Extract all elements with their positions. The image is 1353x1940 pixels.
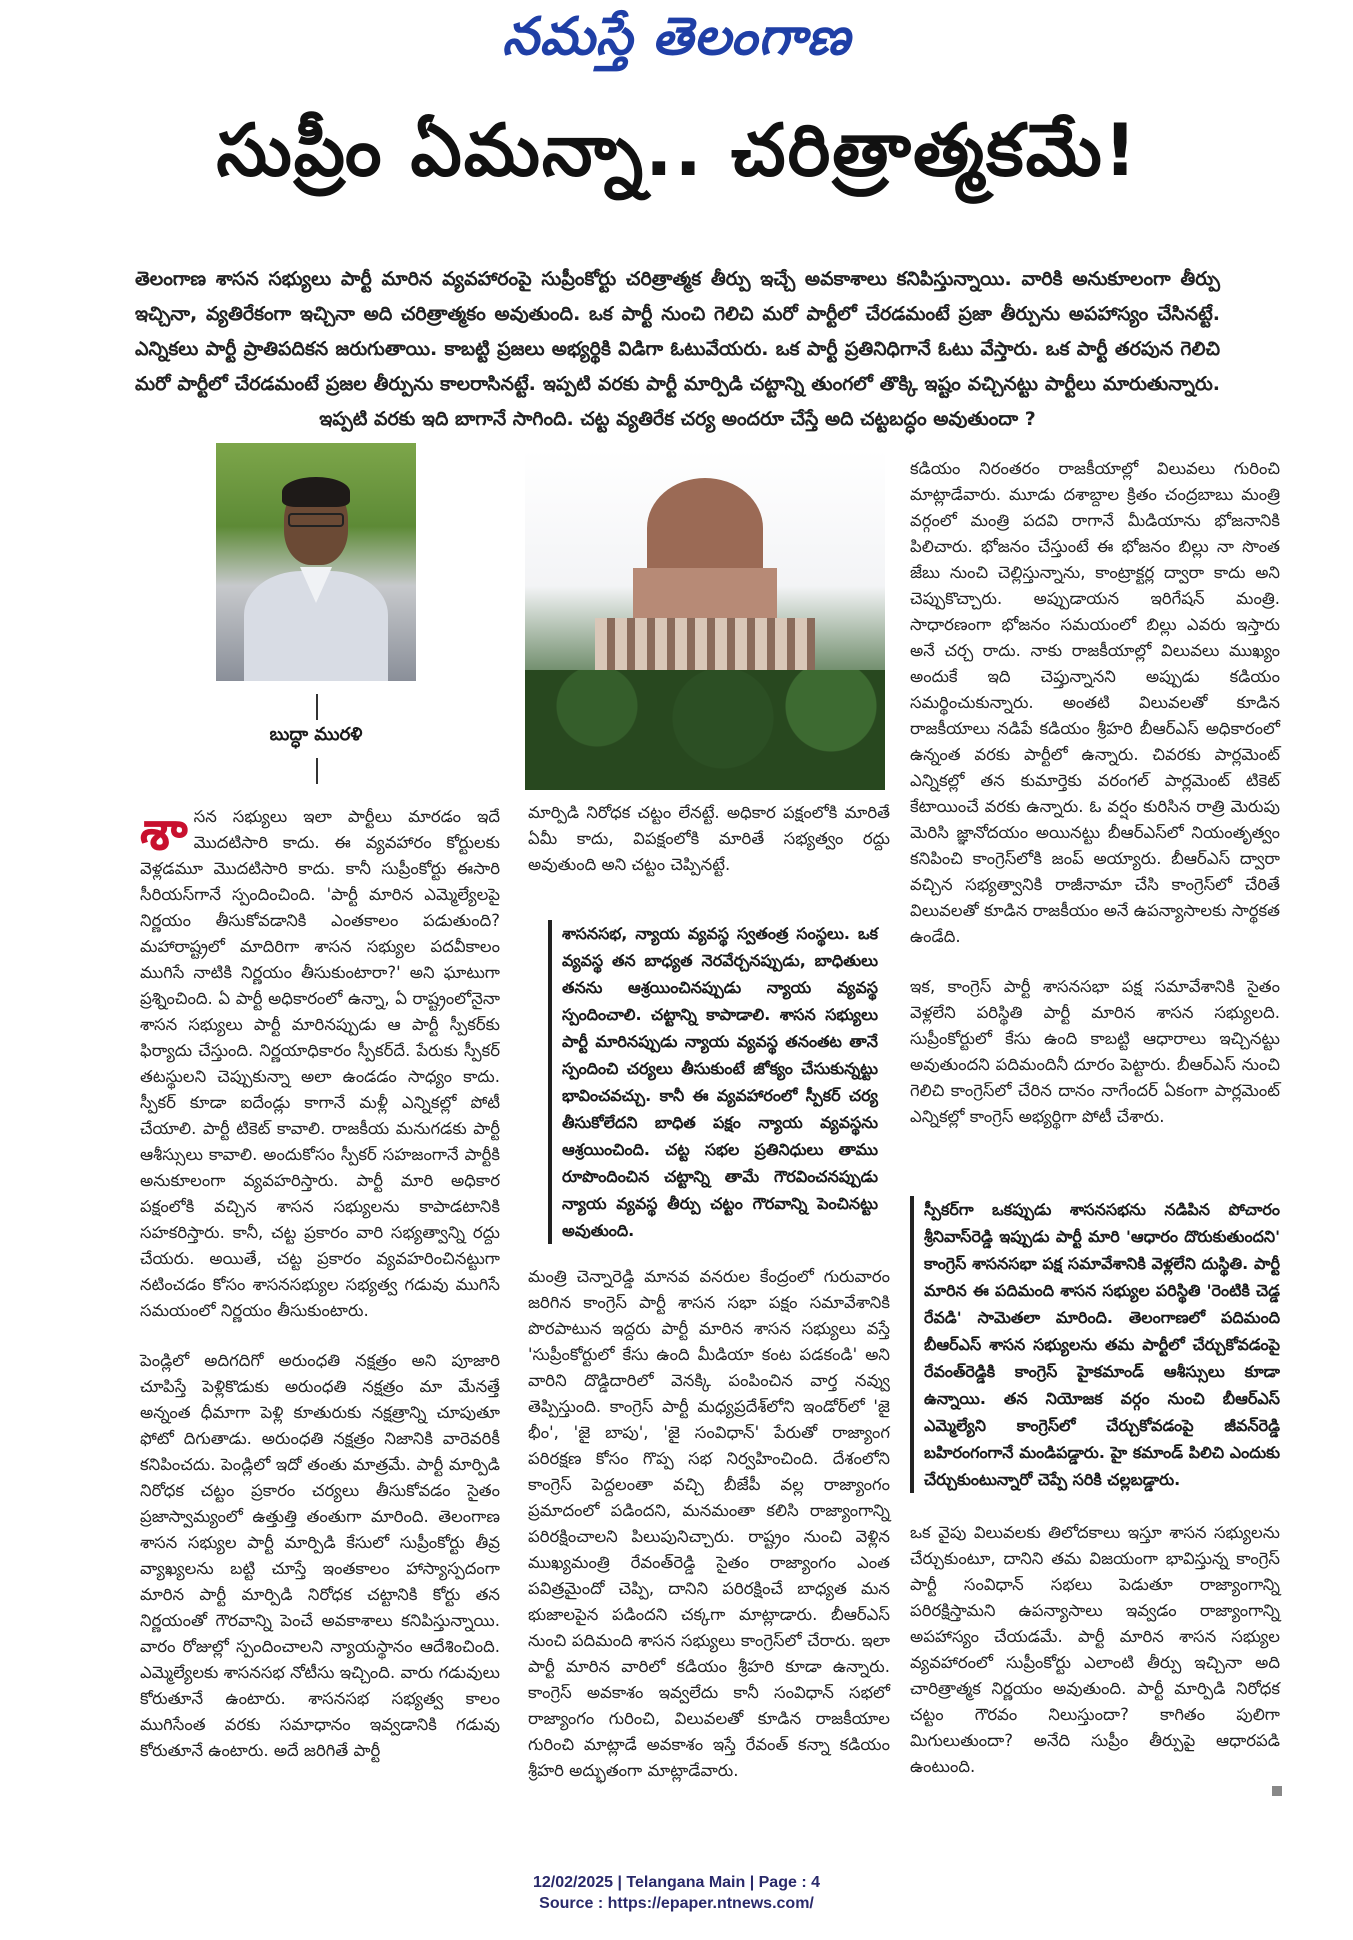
footer-source-link[interactable]: Source : https://epaper.ntnews.com/	[539, 1895, 814, 1912]
masthead-title: నమస్తే తెలంగాణ	[502, 6, 851, 67]
page-footer	[0, 1872, 1353, 1914]
byline-rule-bottom	[316, 758, 318, 784]
end-mark-icon	[1272, 1786, 1282, 1796]
article-paragraph: మంత్రి చెన్నారెడ్డి మానవ వనరుల కేంద్రంలో గురువారం జరిగిన కాంగ్రెస్ పార్టీ శాసన సభా పక్షం సమావేశానికి పొరపాటున ఇద్దరు పార్టీ మారిన శాసన సభ్యులు వస్తే 'సుప్రీంకోర్టులో కేసు ఉంది మీడియా కంట పడకండి' అని వారిని దొడ్డిదారిలో వెనక్కి పంపించిన వార్త నవ్వు తెప్పిస్తుంది. కాంగ్రెస్ పార్టీ మధ్యప్రదేశ్‌లోని ఇండోర్‌లో 'జై భీం', 'జై బాపు', 'జై సంవిధాన్' పేరుతో రాజ్యాంగ పరిరక్షణ కోసం గొప్ప సభ నిర్వహించింది. దేశంలోని కాంగ్రెస్ పెద్దలంతా వచ్చి బీజేపీ వల్ల రాజ్యాంగం ప్రమాదంలో పడిందని, మనమంతా కలిసి రాజ్యాంగాన్ని పరిరక్షించాలని పిలుపునిచ్చారు. రాష్ట్రం నుంచి వెళ్లిన ముఖ్యమంత్రి రేవంత్‌రెడ్డి సైతం రాజ్యాంగం ఎంత పవిత్రమైందో చెప్పి, దానిని పరిరక్షించే బాధ్యత మన భుజాలపైన పడిందని చక్కగా మాట్లాడారు. బీఆర్‌ఎస్ నుంచి పదిమంది శాసన సభ్యులు కాంగ్రెస్‌లో చేరారు. ఇలా పార్టీ మారిన వారిలో కడియం శ్రీహరి కూడా ఉన్నారు. కాంగ్రెస్ అవకాశం ఇవ్వలేదు కానీ సంవిధాన్ సభలో రాజ్యాంగం గురించి, విలువలతో కూడిన రాజకీయాల గురించి మాట్లాడే అవకాశం ఇస్తే రేవంత్ కన్నా కడియం శ్రీహరి అద్భుతంగా మాట్లాడేవారు.	[528, 1267, 890, 1780]
footer-edition: 12/02/2025 | Telangana Main | Page : 4	[532, 1874, 820, 1891]
column-left	[140, 799, 500, 1788]
highlight-box-middle: శాసనసభ, న్యాయ వ్యవస్థ స్వతంత్ర సంస్థలు. ఒక వ్యవస్థ తన బాధ్యత నెరవేర్చనప్పుడు, బాధితులు తనను ఆశ్రయించినప్పుడు న్యాయ వ్యవస్థ స్పందించాలి. చట్టాన్ని కాపాడాలి. శాసన సభ్యులు పార్టీ మారినప్పుడు న్యాయ వ్యవస్థ తనంతట తానే స్పందించి చర్యలు తీసుకుంటే జోక్యం చేసుకున్నట్టు భావించవచ్చు. కానీ ఈ వ్యవహారంలో స్పీకర్ చర్య తీసుకోలేదని బాధిత పక్షం న్యాయ వ్యవస్థను ఆశ్రయించింది. చట్ట సభల ప్రతినిధులు తాము రూపొందించిన చట్టాన్ని తామే గౌరవించనప్పుడు న్యాయ వ్యవస్థ తీర్పు చట్టం గౌరవాన్ని పెంచినట్టు అవుతుంది.	[548, 920, 878, 1244]
masthead-logo	[0, 6, 1353, 80]
column-right-bottom	[910, 1520, 1280, 1804]
column-middle-top	[528, 800, 890, 902]
column-middle-bottom	[528, 1264, 890, 1808]
photo-glasses	[288, 513, 344, 527]
headline-text: సుప్రీం ఏమన్నా.. చరిత్రాత్మకమే!	[216, 108, 1139, 192]
article-paragraph: కడియం నిరంతరం రాజకీయాల్లో విలువలు గురించి మాట్లాడేవారు. మూడు దశాబ్దాల క్రితం చంద్రబాబు మంత్రి వర్గంలో మంత్రి పదవి రాగానే మీడియాను భోజనానికి పిలిచారు. భోజనం చేస్తుంటే ఈ భోజనం బిల్లు నా సొంత జేబు నుంచి చెల్లిస్తున్నాను, కాంట్రాక్టర్ల ద్వారా కాదు అని చెప్పుకొచ్చారు. అప్పుడాయన ఇరిగేషన్ మంత్రి. సాధారణంగా భోజనం సమయంలో బిల్లు ఎవరు ఇస్తారు అనే చర్చ రాదు. నాకు రాజకీయాల్లో విలువలు ముఖ్యం అందుకే ఇది చెప్తున్నానని అప్పుడు కడియం సమర్థించుకున్నారు. అంతటి విలువలతో కూడిన రాజకీయాలు నడిపే కడియం శ్రీహరి బీఆర్‌ఎస్ అధికారంలో ఉన్నంత వరకు పార్టీలో ఉన్నారు. చివరకు పార్లమెంట్ ఎన్నికల్లో తన కుమార్తెకు వరంగల్ పార్లమెంట్ టికెట్ కేటాయించే వరకు ఉన్నారు. ఓ వర్షం కురిసిన రాత్రి మెరుపు మెరిసి జ్ఞానోదయం అయినట్టు బీఆర్‌ఎస్‌లో నియంతృత్వం కనిపించి కాంగ్రెస్‌లోకి జంప్ అయ్యారు. బీఆర్‌ఎస్ ద్వారా వచ్చిన సభ్యత్వానికి రాజీనామా చేసి కాంగ్రెస్‌లో చేరితే విలువలతో కూడిన రాజకీయం అనే ఉపన్యాసాలకు సార్థకత ఉండేది.	[910, 459, 1280, 946]
column-right-top	[910, 456, 1280, 1154]
headline	[70, 108, 1285, 228]
highlight-box-right: స్పీకర్‌గా ఒకప్పుడు శాసనసభను నడిపిన పోచారం శ్రీనివాస్‌రెడ్డి ఇప్పుడు పార్టీ మారి 'ఆధారం దొరుకుతుందని' కాంగ్రెస్ శాసనసభా పక్ష సమావేశానికి వెళ్లలేని దుస్థితి. పార్టీ మారిన ఈ పదిమంది శాసన సభ్యుల పరిస్థితి 'రెంటికి చెడ్డ రేవడి' సామెతలా మారింది. తెలంగాణలో పదిమంది బీఆర్‌ఎస్ శాసన సభ్యులను తమ పార్టీలో చేర్చుకోవడంపై రేవంత్‌రెడ్డికి కాంగ్రెస్ హైకమాండ్ ఆశీస్సులు కూడా ఉన్నాయి. తన నియోజక వర్గం నుంచి బీఆర్‌ఎస్ ఎమ్మెల్యేని కాంగ్రెస్‌లో చేర్చుకోవడంపై జీవన్‌రెడ్డి బహిరంగంగానే మండిపడ్డారు. హై కమాండ్ పిలిచి ఎందుకు చేర్చుకుంటున్నారో చెప్పే సరికి చల్లబడ్డారు.	[910, 1196, 1280, 1493]
article-paragraph: మార్పిడి నిరోధక చట్టం లేనట్టే. అధికార పక్షంలోకి మారితే ఏమీ కాదు, విపక్షంలోకి మారితే సభ్యత్వం రద్దు అవుతుంది అని చట్టం చెప్పినట్టే.	[528, 803, 890, 874]
article-paragraph: ఇక, కాంగ్రెస్ పార్టీ శాసనసభా పక్ష సమావేశానికి సైతం వెళ్లలేని పరిస్థితి పార్టీ మారిన శాసన సభ్యులది. సుప్రీంకోర్టులో కేసు ఉంది కాబట్టి ఆధారాలు ఇచ్చినట్టు అవుతుందని పదిమందినీ దూరం పెట్టారు. బీఆర్‌ఎస్ నుంచి గెలిచి కాంగ్రెస్‌లో చేరిన దానం నాగేందర్ ఏకంగా పార్లమెంట్ ఎన్నికల్లో కాంగ్రెస్ అభ్యర్థిగా పోటీ చేశారు.	[910, 977, 1280, 1126]
photo-dome	[647, 478, 763, 578]
intro-paragraph: తెలంగాణ శాసన సభ్యులు పార్టీ మారిన వ్యవహారంపై సుప్రీంకోర్టు చరిత్రాత్మక తీర్పు ఇచ్చే అవకాశాలు కనిపిస్తున్నాయి. వారికి అనుకూలంగా తీర్పు ఇచ్చినా, వ్యతిరేకంగా ఇచ్చినా అది చరిత్రాత్మకం అవుతుంది. ఒక పార్టీ నుంచి గెలిచి మరో పార్టీలో చేరడమంటే ప్రజా తీర్పును అపహాస్యం చేసినట్టే. ఎన్నికలు పార్టీ ప్రాతిపదికన జరుగుతాయి. కాబట్టి ప్రజలు అభ్యర్థికి విడిగా ఓటువేయరు. ఒక పార్టీ ప్రతినిధిగానే ఓటు వేస్తారు. ఒక పార్టీ తరపున గెలిచి మరో పార్టీలో చేరడమంటే ప్రజల తీర్పును కాలరాసినట్టే. ఇప్పటి వరకు పార్టీ మార్పిడి చట్టాన్ని తుంగలో తొక్కి ఇష్టం వచ్చినట్టు పార్టీలు మారుతున్నారు. ఇప్పటి వరకు ఇది బాగానే సాగింది. చట్ట వ్యతిరేక చర్య అందరూ చేస్తే అది చట్టబద్ధం అవుతుందా ?	[135, 268, 1220, 430]
author-byline: బుద్ధా మురళి	[269, 724, 363, 745]
paragraph-text: సన సభ్యులు ఇలా పార్టీలు మారడం ఇదే మొదటిసారి కాదు. ఈ వ్యవహారం కోర్టులకు వెళ్లడమూ మొదటిసారి కాదు. కానీ సుప్రీంకోర్టు ఈసారి సీరియస్‌గానే స్పందించింది. 'పార్టీ మారిన ఎమ్మెల్యేలపై నిర్ణయం తీసుకోవడానికి ఎంతకాలం పడుతుంది? మహారాష్ట్రలో మాదిరిగా శాసన సభ్యుల పదవీకాలం ముగిసే నాటికి నిర్ణయం తీసుకుంటారా?' అని ఘాటుగా ప్రశ్నించింది. ఏ పార్టీ అధికారంలో ఉన్నా, ఏ రాష్ట్రంలోనైనా శాసన సభ్యులు పార్టీ మారినప్పుడు ఆ పార్టీ స్పీకర్‌కు ఫిర్యాదు చేస్తుంది. నిర్ణయాధికారం స్పీకర్‌దే. పేరుకు స్పీకర్ తటస్థులని చెప్పుకున్నా అలా ఉండడం సాధ్యం కాదు. స్పీకర్ కూడా ఐదేండ్లు కాగానే మళ్లీ ఎన్నికల్లో పోటీ చేయాలి. పార్టీ టికెట్ కావాలి. రాజకీయ మనుగడకు పార్టీ ఆశీస్సులు కావాలి. అందుకోసం స్పీకర్ సహజంగానే పార్టీకి అనుకూలంగా వ్యవహరిస్తారు. పార్టీ మారి అధికార పక్షంలోకి వచ్చిన శాసన సభ్యులను కాపాడటానికి సహకరిస్తారు. కానీ, చట్ట ప్రకారం వారి సభ్యత్వాన్ని రద్దు చేయరు. అయితే, చట్ట ప్రకారం వ్యవహరించినట్టుగా నటించడం కోసం శాసనసభ్యుల సభ్యత్వ గడువు ముగిసే సమయంలో నిర్ణయం తీసుకుంటారు.	[140, 807, 500, 1320]
article-paragraph: పెండ్లిలో అదిగదిగో అరుంధతి నక్షత్రం అని పూజారి చూపిస్తే పెళ్లికొడుకు అరుంధతి నక్షత్రం మా మేనత్తే అన్నంత ధీమాగా పెళ్లి కూతురుకు నక్షత్రాన్ని చూపుతూ ఫోటో దిగుతాడు. అరుంధతి నక్షత్రం నిజానికి వారెవరికీ కనిపించదు. పెండ్లిలో ఇదో తంతు మాత్రమే. పార్టీ మార్పిడి నిరోధక చట్టం ప్రకారం చర్యలు తీసుకోవడం సైతం ప్రజాస్వామ్యంలో ఉత్తుత్తి తంతుగా మారింది. తెలంగాణ శాసన సభ్యుల పార్టీ మార్పిడి కేసులో సుప్రీంకోర్టు తీవ్ర వ్యాఖ్యలను బట్టి చూస్తే ఇంతకాలం హాస్యాస్పదంగా మారిన పార్టీ మార్పిడి నిరోధక చట్టానికి కోర్టు తన నిర్ణయంతో గౌరవాన్ని పెంచే అవకాశాలు కనిపిస్తున్నాయి. వారం రోజుల్లో స్పందించాలని న్యాయస్థానం ఆదేశించింది. ఎమ్మెల్యేలకు శాసనసభ నోటీసు ఇచ్చింది. వారు గడువులు కోరుతూనే ఉంటారు. శాసనసభ సభ్యత్వ కాలం ముగిసేంత వరకు సమాధానం ఇవ్వడానికి గడువు కోరుతూనే ఉంటారు. అదే జరిగితే పార్టీ	[140, 1351, 500, 1760]
byline-rule-top	[316, 694, 318, 720]
photo-hair	[282, 477, 350, 507]
article-paragraph	[140, 799, 500, 1324]
drop-cap: శా	[140, 799, 188, 862]
author-photo	[216, 443, 416, 681]
photo-drum	[633, 568, 777, 618]
photo-trees	[525, 670, 885, 790]
supreme-court-photo	[525, 450, 885, 790]
article-paragraph: ఒక వైపు విలువలకు తిలోదకాలు ఇస్తూ శాసన సభ్యులను చేర్చుకుంటూ, దానిని తమ విజయంగా భావిస్తున్న కాంగ్రెస్ పార్టీ సంవిధాన్ సభలు పెడుతూ రాజ్యాంగాన్ని పరిరక్షిస్తామని ఉపన్యాసాలు ఇవ్వడం రాజ్యాంగాన్ని అపహాస్యం చేయడమే. పార్టీ మారిన శాసన సభ్యుల వ్యవహారంలో సుప్రీంకోర్టు ఎలాంటి తీర్పు ఇచ్చినా అది చారిత్రాత్మక నిర్ణయం అవుతుంది. పార్టీ మార్పిడి నిరోధక చట్టం గౌరవం నిలుస్తుందా? కాగితం పులిగా మిగులుతుందా? అనేది సుప్రీం తీర్పుపై ఆధారపడి ఉంటుంది.	[910, 1523, 1280, 1776]
